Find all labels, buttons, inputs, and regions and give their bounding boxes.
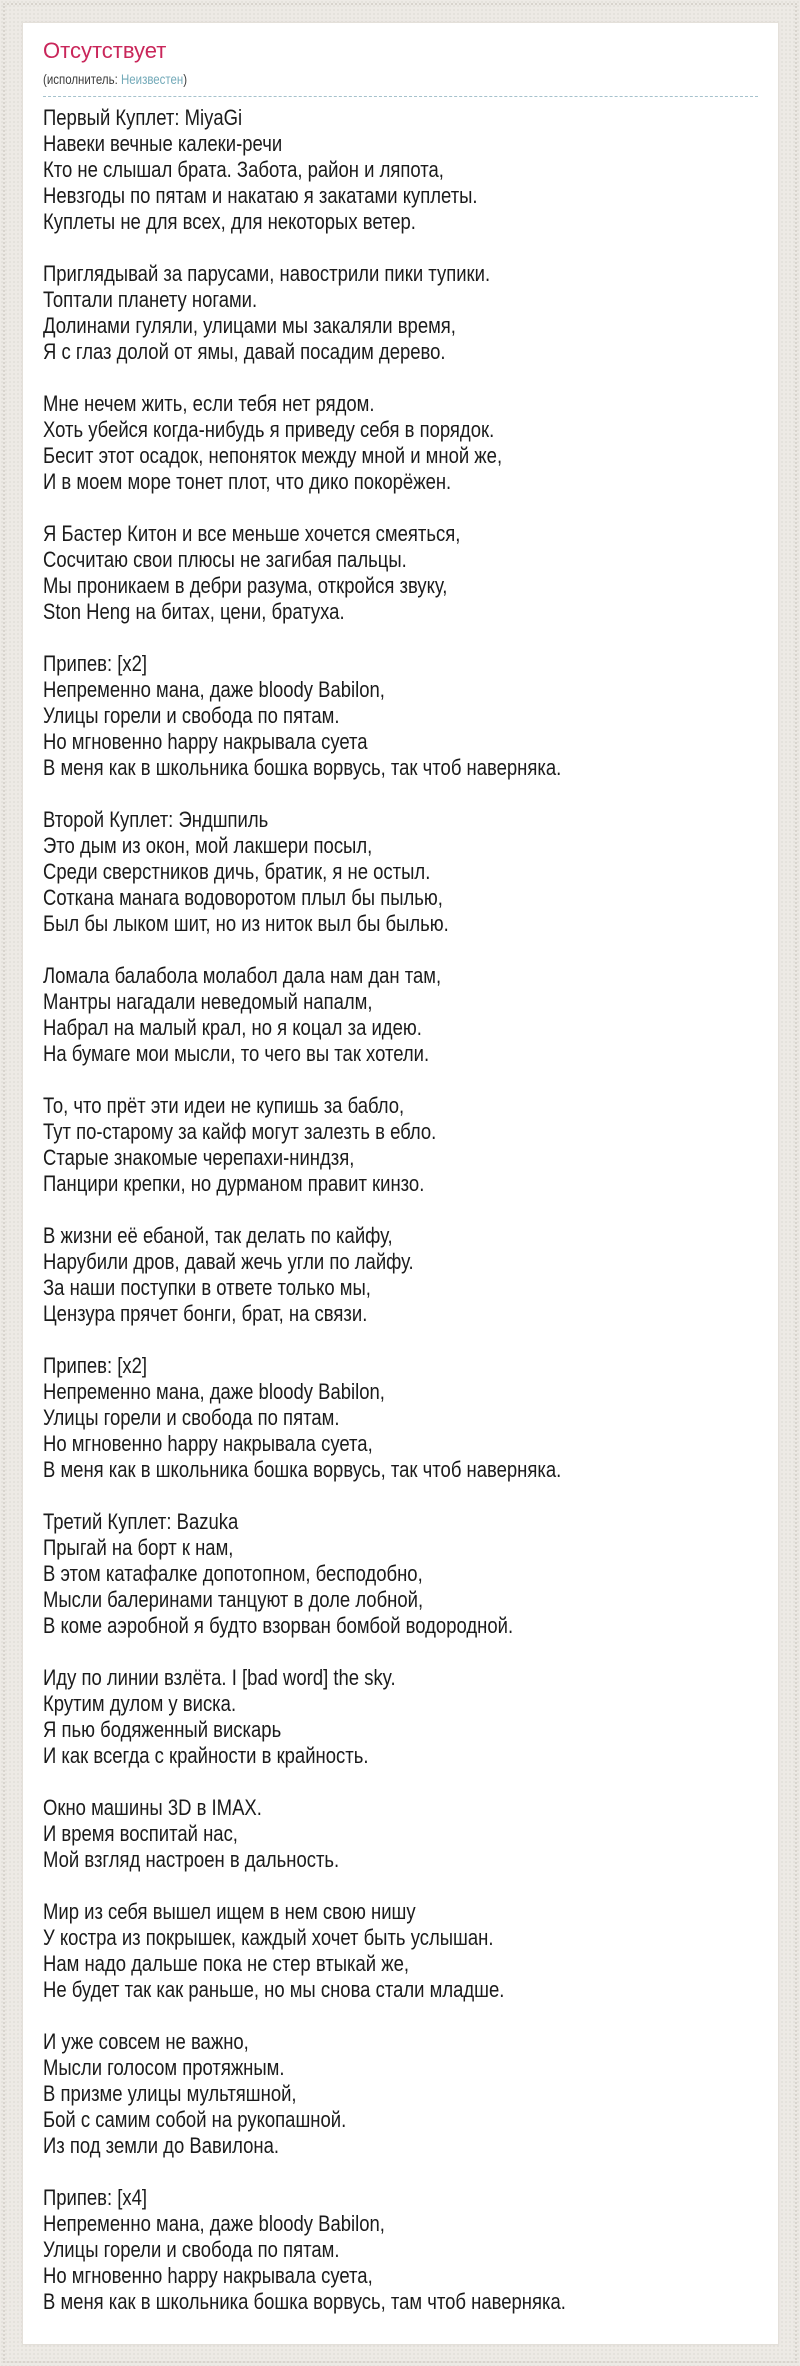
lyric-line: Сосчитаю свои плюсы не загибая пальцы. — [43, 547, 407, 572]
page-title: Отсутствует — [43, 38, 167, 63]
stanza — [43, 261, 644, 365]
lyric-line: Иду по линии взлёта. I [bad word] the sky. — [43, 1665, 396, 1690]
lyric-line: У костра из покрышек, каждый хочет быть услышан. — [43, 1925, 494, 1950]
lyric-line: Мой взгляд настроен в дальность. — [43, 1847, 340, 1872]
lyric-line: Первый Куплет: MiyaGi — [43, 105, 243, 130]
stanza — [43, 2185, 644, 2315]
stanza — [43, 1665, 644, 1769]
lyric-line: Непременно мана, даже bloody Babilon, — [43, 2211, 385, 2236]
lyric-line: Бесит этот осадок, непоняток между мной и мной же, — [43, 443, 503, 468]
lyric-line: Ston Heng на битах, цени, братуха. — [43, 599, 345, 624]
lyric-line: Припев: [x2] — [43, 651, 148, 676]
lyric-line: Ломала балабола молабол дала нам дан там, — [43, 963, 442, 988]
lyric-line: Непременно мана, даже bloody Babilon, — [43, 677, 385, 702]
lyric-line: Это дым из окон, мой лакшери посыл, — [43, 833, 373, 858]
stanza — [43, 1795, 644, 1873]
lyric-line: Крутим дулом у виска. — [43, 1691, 237, 1716]
lyric-line: Был бы лыком шит, но из ниток выл бы былью. — [43, 911, 449, 936]
lyric-line: Бой с самим собой на рукопашной. — [43, 2107, 347, 2132]
lyric-line: Но мгновенно happy накрывала суета, — [43, 2263, 373, 2288]
lyric-line: Припев: [x2] — [43, 1353, 148, 1378]
stanza — [43, 1223, 644, 1327]
lyric-line: Мир из себя вышел ищем в нем свою нишу — [43, 1899, 416, 1924]
lyric-line: Третий Куплет: Bazuka — [43, 1509, 239, 1534]
lyric-line: Навеки вечные калеки-речи — [43, 131, 283, 156]
lyric-line: Мне нечем жить, если тебя нет рядом. — [43, 391, 375, 416]
stanza — [43, 1093, 644, 1197]
lyric-line: Приглядывай за парусами, навострили пики тупики. — [43, 261, 491, 286]
lyrics-text — [43, 105, 644, 2315]
lyric-line: Мысли голосом протяжным. — [43, 2055, 285, 2080]
lyric-line: Я с глаз долой от ямы, давай посадим дерево. — [43, 339, 446, 364]
lyric-line: Улицы горели и свобода по пятам. — [43, 1405, 340, 1430]
lyric-line: Но мгновенно happy накрывала суета, — [43, 1431, 373, 1456]
lyric-line: Я пью бодяженный вискарь — [43, 1717, 282, 1742]
lyric-line: В меня как в школьника бошка ворвусь, так чтоб наверняка. — [43, 1457, 562, 1482]
stanza — [43, 105, 644, 235]
lyric-line: Среди сверстников дичь, братик, я не остыл. — [43, 859, 431, 884]
artist-label-suffix: ) — [183, 71, 188, 87]
lyric-line: Прыгай на борт к нам, — [43, 1535, 234, 1560]
stanza — [43, 2029, 644, 2159]
lyric-line: За наши поступки в ответе только мы, — [43, 1275, 371, 1300]
header-separator — [43, 96, 758, 97]
lyric-line: Окно машины 3D в IMAX. — [43, 1795, 262, 1820]
lyric-line: Соткана манага водоворотом плыл бы пылью, — [43, 885, 443, 910]
lyric-line: Нам надо дальше пока не стер втыкай же, — [43, 1951, 410, 1976]
lyric-line: Куплеты не для всех, для некоторых ветер. — [43, 209, 416, 234]
artist-label-prefix: (исполнитель: — [43, 71, 121, 87]
stanza — [43, 1509, 644, 1639]
stanza — [43, 807, 644, 937]
lyric-line: В меня как в школьника бошка ворвусь, так чтоб наверняка. — [43, 755, 562, 780]
lyric-line: И время воспитай нас, — [43, 1821, 238, 1846]
lyric-line: В этом катафалке допотопном, бесподобно, — [43, 1561, 423, 1586]
lyric-line: Непременно мана, даже bloody Babilon, — [43, 1379, 385, 1404]
lyric-line: Топтали планету ногами. — [43, 287, 258, 312]
lyric-line: Улицы горели и свобода по пятам. — [43, 703, 340, 728]
lyric-line: И в моем море тонет плот, что дико покорёжен. — [43, 469, 452, 494]
lyric-line: Улицы горели и свобода по пятам. — [43, 2237, 340, 2262]
lyric-line: Набрал на малый крал, но я коцал за идею. — [43, 1015, 422, 1040]
lyric-line: Цензура прячет бонги, брат, на связи. — [43, 1301, 368, 1326]
lyric-line: Мы проникаем в дебри разума, откройся звуку, — [43, 573, 448, 598]
lyric-line: На бумаге мои мысли, то чего вы так хотели. — [43, 1041, 430, 1066]
stanza — [43, 391, 644, 495]
stanza — [43, 963, 644, 1067]
lyric-line: Невзгоды по пятам и накатаю я закатами куплеты. — [43, 183, 478, 208]
lyric-line: Кто не слышал брата. Забота, район и ляпота, — [43, 157, 444, 182]
lyric-line: Второй Куплет: Эндшпиль — [43, 807, 269, 832]
lyric-line: Долинами гуляли, улицами мы закаляли время, — [43, 313, 456, 338]
lyric-line: Но мгновенно happy накрывала суета — [43, 729, 368, 754]
lyric-line: Я Бастер Китон и все меньше хочется смеяться, — [43, 521, 461, 546]
lyric-line: Мысли балеринами танцуют в доле лобной, — [43, 1587, 424, 1612]
stanza — [43, 651, 644, 781]
artist-link[interactable]: Неизвестен — [120, 71, 184, 87]
lyric-line: И как всегда с крайности в крайность. — [43, 1743, 369, 1768]
lyric-line: Мантры нагадали неведомый напалм, — [43, 989, 373, 1014]
lyric-line: Хоть убейся когда-нибудь я приведу себя в порядок. — [43, 417, 495, 442]
lyric-line: Старые знакомые черепахи-ниндзя, — [43, 1145, 355, 1170]
stanza — [43, 1353, 644, 1483]
artist-line — [43, 69, 629, 89]
stanza — [43, 1899, 644, 2003]
lyric-line: В призме улицы мультяшной, — [43, 2081, 297, 2106]
lyric-line: Не будет так как раньше, но мы снова стали младше. — [43, 1977, 505, 2002]
lyric-line: В меня как в школьника бошка ворвусь, там чтоб наверняка. — [43, 2289, 566, 2314]
lyric-line: Тут по-старому за кайф могут залезть в ебло. — [43, 1119, 437, 1144]
lyric-line: То, что прёт эти идеи не купишь за бабло, — [43, 1093, 405, 1118]
lyric-line: Из под земли до Вавилона. — [43, 2133, 280, 2158]
lyric-line: В коме аэробной я будто взорван бомбой водородной. — [43, 1613, 514, 1638]
lyric-line: Панцири крепки, но дурманом правит кинзо. — [43, 1171, 425, 1196]
lyric-line: Припев: [x4] — [43, 2185, 148, 2210]
stanza — [43, 521, 644, 625]
lyric-line: В жизни её ебаной, так делать по кайфу, — [43, 1223, 393, 1248]
lyric-line: И уже совсем не важно, — [43, 2029, 249, 2054]
lyric-line: Нарубили дров, давай жечь угли по лайфу. — [43, 1249, 414, 1274]
lyrics-card — [22, 22, 779, 2345]
